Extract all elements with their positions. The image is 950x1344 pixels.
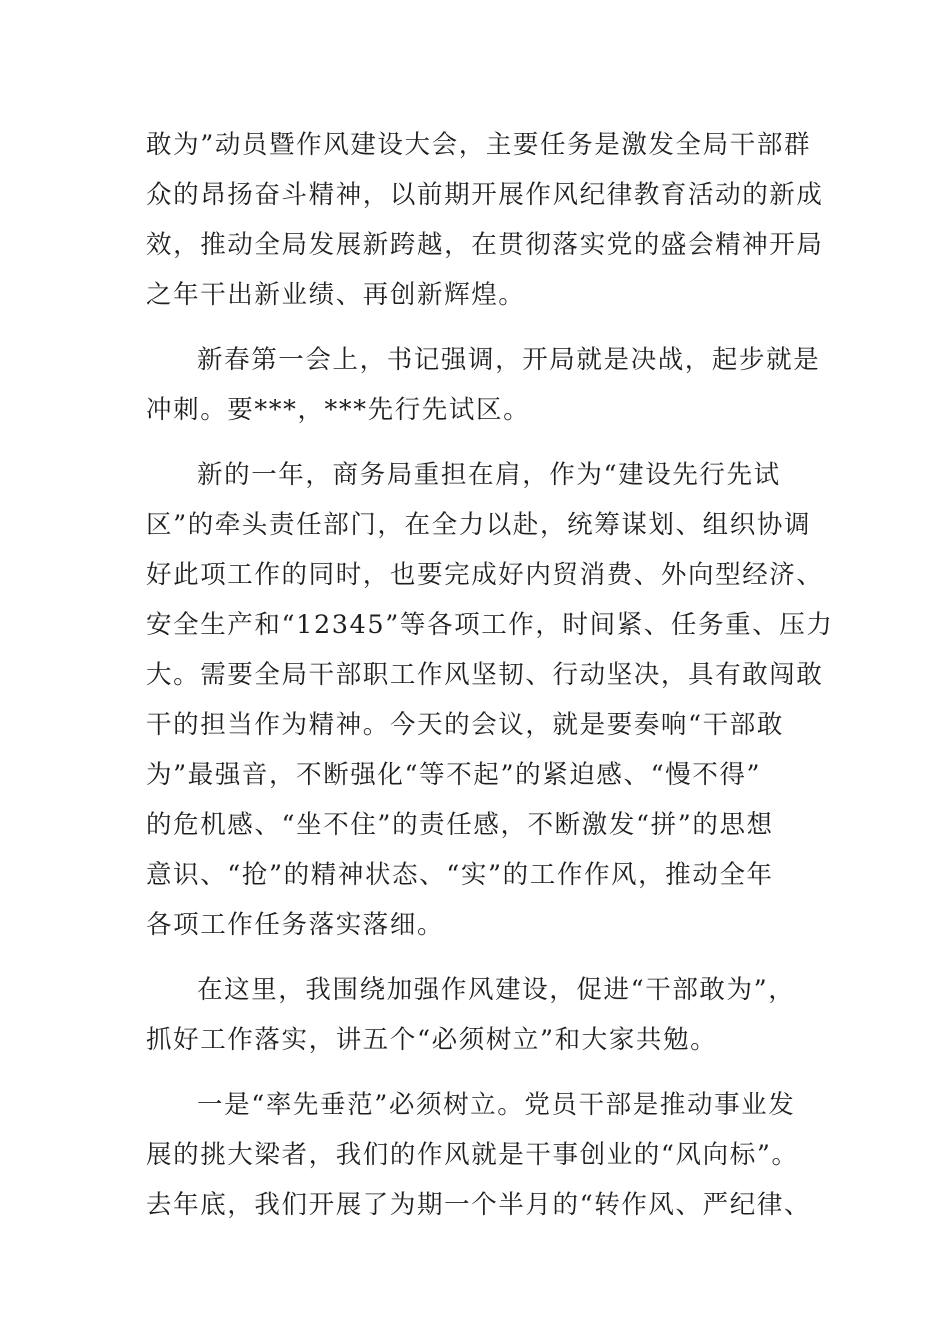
text-line: 为”最强音，不断强化“等不起”的紧迫感、“慢不得” xyxy=(146,760,762,790)
text-line: 新春第一会上，书记强调，开局就是决战，起步就是 xyxy=(197,345,821,375)
paragraph-2 xyxy=(146,335,821,435)
text-line: 去年底，我们开展了为期一个半月的“转作风、严纪律、 xyxy=(146,1190,812,1220)
text-line: 的危机感、“坐不住”的责任感，不断激发“拼”的思想 xyxy=(146,810,774,840)
text-line: 抓好工作落实，讲五个“必须树立”和大家共勉。 xyxy=(146,1025,718,1055)
text-line: 大。需要全局干部职工作风坚韧、行动坚决，具有敢闯敢 xyxy=(146,660,824,690)
paragraph-4 xyxy=(146,965,806,1065)
document-body xyxy=(146,120,834,1245)
text-line: 众的昂扬奋斗精神，以前期开展作风纪律教育活动的新成 xyxy=(146,180,824,210)
text-line: 冲刺。要***，***先行先试区。 xyxy=(146,395,531,425)
text-line: 效，推动全局发展新跨越，在贯彻落实党的盛会精神开局 xyxy=(146,230,824,260)
text-line: 新的一年，商务局重担在肩，作为“建设先行先试 xyxy=(197,460,781,490)
text-line: 区”的牵头责任部门，在全力以赴，统筹谋划、组织协调 xyxy=(146,510,812,540)
text-line: 干的担当作为精神。今天的会议，就是要奏响“干部敢 xyxy=(146,710,784,740)
text-line: 敢为”动员暨作风建设大会，主要任务是激发全局干部群 xyxy=(146,130,812,160)
paragraph-3 xyxy=(146,450,834,950)
text-line: 在这里，我围绕加强作风建设，促进“干部敢为”， xyxy=(197,975,796,1005)
text-line: 安全生产和“12345”等各项工作，时间紧、任务重、压力 xyxy=(146,610,834,640)
text-line: 好此项工作的同时，也要完成好内贸消费、外向型经济、 xyxy=(146,560,824,590)
text-line: 一是“率先垂范”必须树立。党员干部是推动事业发 xyxy=(197,1090,796,1120)
text-line: 之年干出新业绩、再创新辉煌。 xyxy=(146,280,526,310)
text-line: 展的挑大梁者，我们的作风就是干事创业的“风向标”。 xyxy=(146,1140,799,1170)
paragraph-5 xyxy=(146,1080,812,1230)
text-line: 意识、“抢”的精神状态、“实”的工作作风，推动全年 xyxy=(146,860,774,890)
paragraph-1 xyxy=(146,120,824,320)
text-line: 各项工作任务落实落细。 xyxy=(146,910,445,940)
